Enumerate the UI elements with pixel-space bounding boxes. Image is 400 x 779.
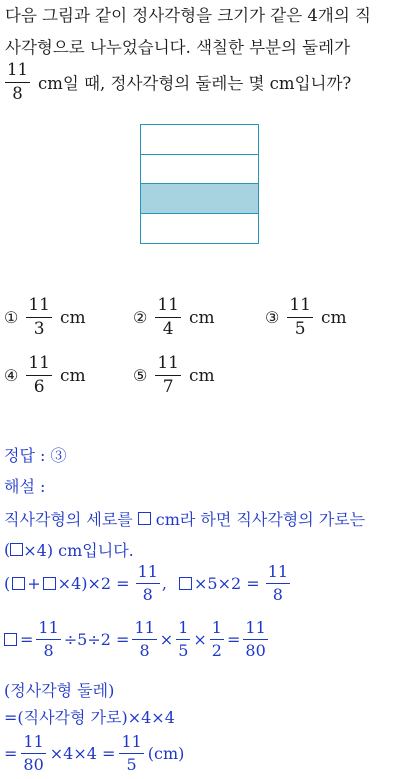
option-2[interactable]: ② $\frac{11}{4}$ cm [133, 295, 215, 339]
unknown-box [179, 577, 192, 590]
option-4[interactable]: ④ $\frac{11}{6}$ cm [4, 353, 86, 397]
square-figure [140, 124, 259, 244]
perimeter-equation: =(직사각형 가로)×4×4 [4, 708, 175, 727]
equation-3: = $\frac{11}{80}$ ×4×4 = $\frac{11}{5}$ (cm) [4, 732, 185, 774]
unknown-box [4, 633, 17, 646]
option-1[interactable]: ① $\frac{11}{3}$ cm [4, 295, 86, 339]
answer-label: 정답 : ③ [4, 446, 67, 465]
explanation-sentence-1: 직사각형의 세로를 cm라 하면 직사각형의 가로는 [4, 510, 366, 529]
shaded-rectangle [141, 184, 258, 214]
equation-1: ( + ×4)×2 = $\frac{11}{8}$ , ×5×2 = $\frac{11}{8}$ [4, 562, 289, 604]
rectangle-strip-2 [141, 155, 258, 185]
unknown-box [43, 577, 56, 590]
rectangle-strip-1 [141, 125, 258, 155]
unknown-box [138, 512, 151, 525]
question-line-1: 다음 그림과 같이 정사각형을 크기가 같은 4개의 직 [5, 6, 371, 25]
unknown-box [10, 543, 23, 556]
question-line-2: 사각형으로 나누었습니다. 색칠한 부분의 둘레가 [5, 38, 351, 57]
option-3[interactable]: ③ $\frac{11}{5}$ cm [265, 295, 347, 339]
perimeter-label: (정사각형 둘레) [4, 681, 115, 700]
question-line-3-text: cm일 때, 정사각형의 둘레는 몇 cm입니까? [38, 74, 352, 93]
question-line-3 [5, 62, 351, 102]
explanation-label: 해설 : [4, 477, 46, 496]
given-fraction: $\frac{11}{8}$ [7, 60, 28, 103]
rectangle-strip-4 [141, 214, 258, 244]
unknown-box [12, 577, 25, 590]
explanation-sentence-2: ( ×4) cm입니다. [4, 540, 134, 560]
option-5[interactable]: ⑤ $\frac{11}{7}$ cm [133, 353, 215, 397]
equation-2: = $\frac{11}{8}$ ÷5÷2 = $\frac{11}{8}$ × $\frac{1}{5}$ × $\frac{1}{2}$ = $\frac{11}{80}$ [4, 620, 268, 659]
